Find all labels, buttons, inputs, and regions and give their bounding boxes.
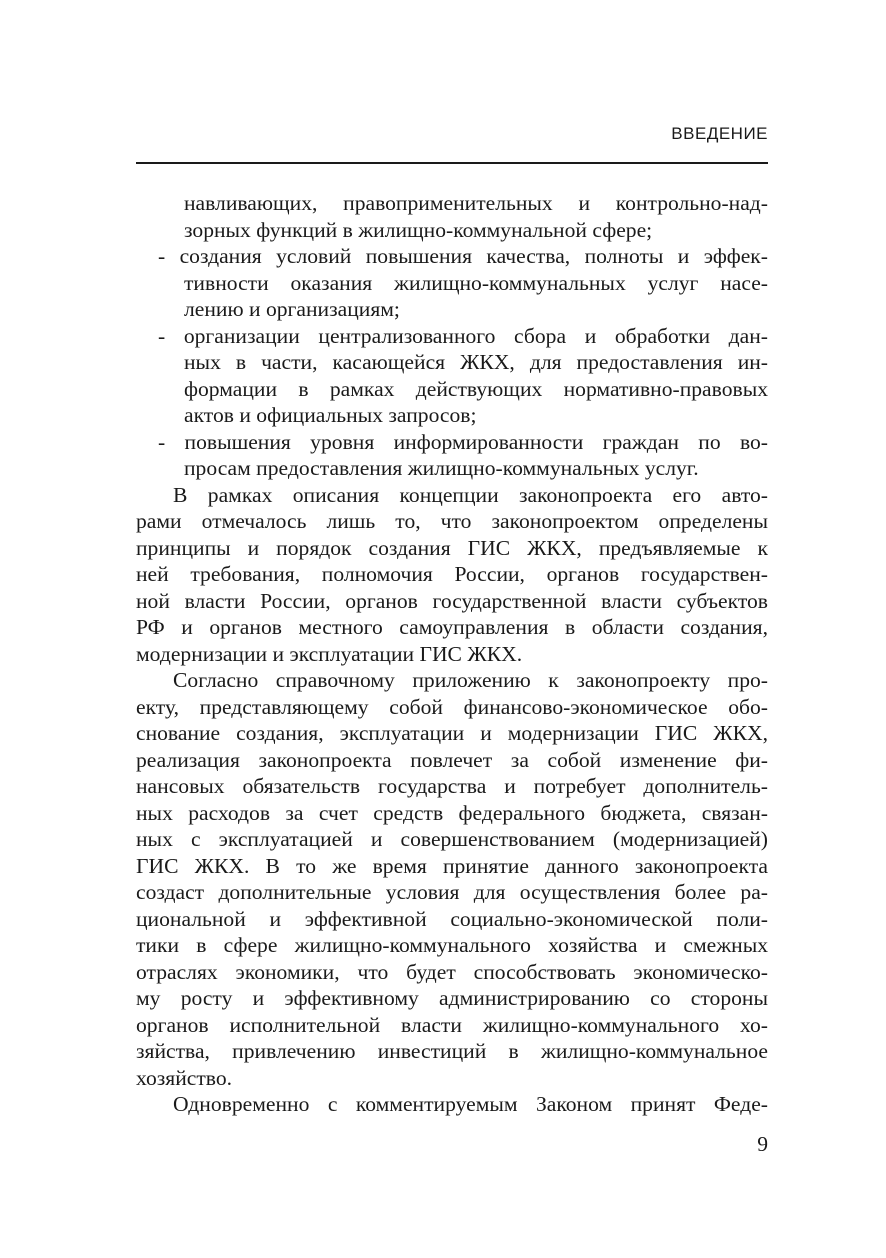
text-line: снование создания, эксплуатации и модернизации ГИС ЖКХ, — [136, 721, 768, 745]
text-line: - организации централизованного сбора и обработки дан- — [158, 323, 768, 348]
text-line: нансовых обязательств государства и потребует дополнитель- — [136, 774, 768, 798]
text-line: ГИС ЖКХ. В то же время принятие данного законопроекта — [136, 853, 768, 878]
header-rule — [136, 162, 768, 164]
text-line: актов и официальных запросов; — [184, 403, 477, 427]
text-line: ных с эксплуатацией и совершенствованием (модернизацией) — [136, 827, 768, 851]
text-line: тики в сфере жилищно-коммунального хозяйства и смежных — [136, 933, 768, 957]
text-line: РФ и органов местного самоуправления в области создания, — [136, 615, 768, 639]
text-line: реализация законопроекта повлечет за собой изменение фи- — [136, 747, 768, 772]
text-line: Согласно справочному приложению к законопроекту про- — [173, 668, 768, 692]
text-line: - создания условий повышения качества, полноты и эффек- — [158, 244, 768, 268]
text-line: хозяйство. — [136, 1065, 233, 1090]
text-line: циональной и эффективной социально-экономической поли- — [136, 906, 768, 931]
body-text — [136, 190, 768, 1118]
running-header: ВВЕДЕНИЕ — [671, 124, 768, 143]
text-line: рами отмечалось лишь то, что законопроектом определены — [136, 509, 768, 533]
text-line: навливающих, правоприменительных и контрольно-над- — [184, 191, 768, 215]
text-line: отраслях экономики, что будет способствовать экономическо- — [136, 959, 768, 984]
text-line: зяйства, привлечению инвестиций в жилищно-коммунальное — [136, 1039, 768, 1063]
text-line: му росту и эффективному администрированию со стороны — [136, 986, 768, 1010]
text-line: ных в части, касающейся ЖКХ, для предоставления ин- — [184, 350, 768, 374]
text-line: тивности оказания жилищно-коммунальных услуг насе- — [184, 270, 768, 295]
text-line: ней требования, полномочия России, органов государствен- — [136, 562, 768, 586]
text-line: формации в рамках действующих нормативно-правовых — [184, 376, 768, 401]
text-line: Одновременно с комментируемым Законом принят Феде- — [173, 1092, 768, 1116]
text-line: зорных функций в жилищно-коммунальной сфере; — [184, 217, 653, 242]
text-line: органов исполнительной власти жилищно-коммунального хо- — [136, 1012, 768, 1037]
text-line: просам предоставления жилищно-коммунальных услуг. — [184, 456, 699, 480]
text-line: ных расходов за счет средств федерального бюджета, связан- — [136, 800, 768, 825]
text-line: лению и организациям; — [184, 297, 400, 321]
page-number: 9 — [757, 1132, 768, 1156]
text-line: - повышения уровня информированности граждан по во- — [158, 429, 768, 454]
text-line: модернизации и эксплуатации ГИС ЖКХ. — [136, 641, 523, 666]
text-line: екту, представляющему собой финансово-экономическое обо- — [136, 694, 768, 719]
text-line: принципы и порядок создания ГИС ЖКХ, предъявляемые к — [136, 535, 768, 560]
text-line: В рамках описания концепции законопроекта его авто- — [173, 482, 768, 507]
text-line: создаст дополнительные условия для осуществления более ра- — [136, 880, 768, 904]
text-line: ной власти России, органов государственной власти субъектов — [136, 588, 768, 613]
